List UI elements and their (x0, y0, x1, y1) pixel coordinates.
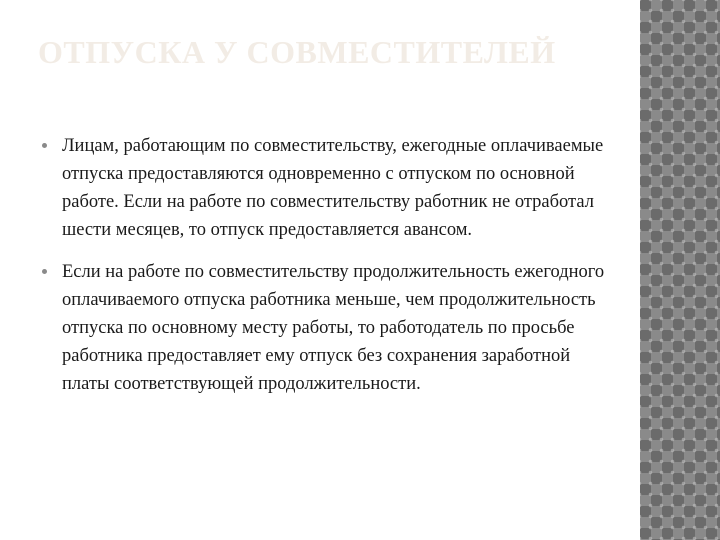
slide-title: ОТПУСКА У СОВМЕСТИТЕЛЕЙ (38, 34, 556, 70)
bullet-dot-icon (42, 269, 47, 274)
bullet-item (40, 258, 610, 398)
decorative-pattern-dots (640, 0, 720, 540)
bullet-list (40, 132, 610, 412)
bullet-item (40, 132, 610, 244)
bullet-dot-icon (42, 143, 47, 148)
bullet-text: Лицам, работающим по совместительству, ежегодные оплачиваемые отпуска предоставляются одновременно с отпуском по основной работе. Если на работе по совместительству работник не отработал шести месяцев, то отпуск предоставляется авансом. (62, 136, 604, 240)
bullet-text: Если на работе по совместительству продолжительность ежегодного оплачиваемого отпуска работника меньше, чем продолжительность отпуска по основному месту работы, то работодатель по просьбе работника предоставляет ему отпуск без сохранения заработной платы соответствующей продолжительности. (62, 262, 605, 394)
